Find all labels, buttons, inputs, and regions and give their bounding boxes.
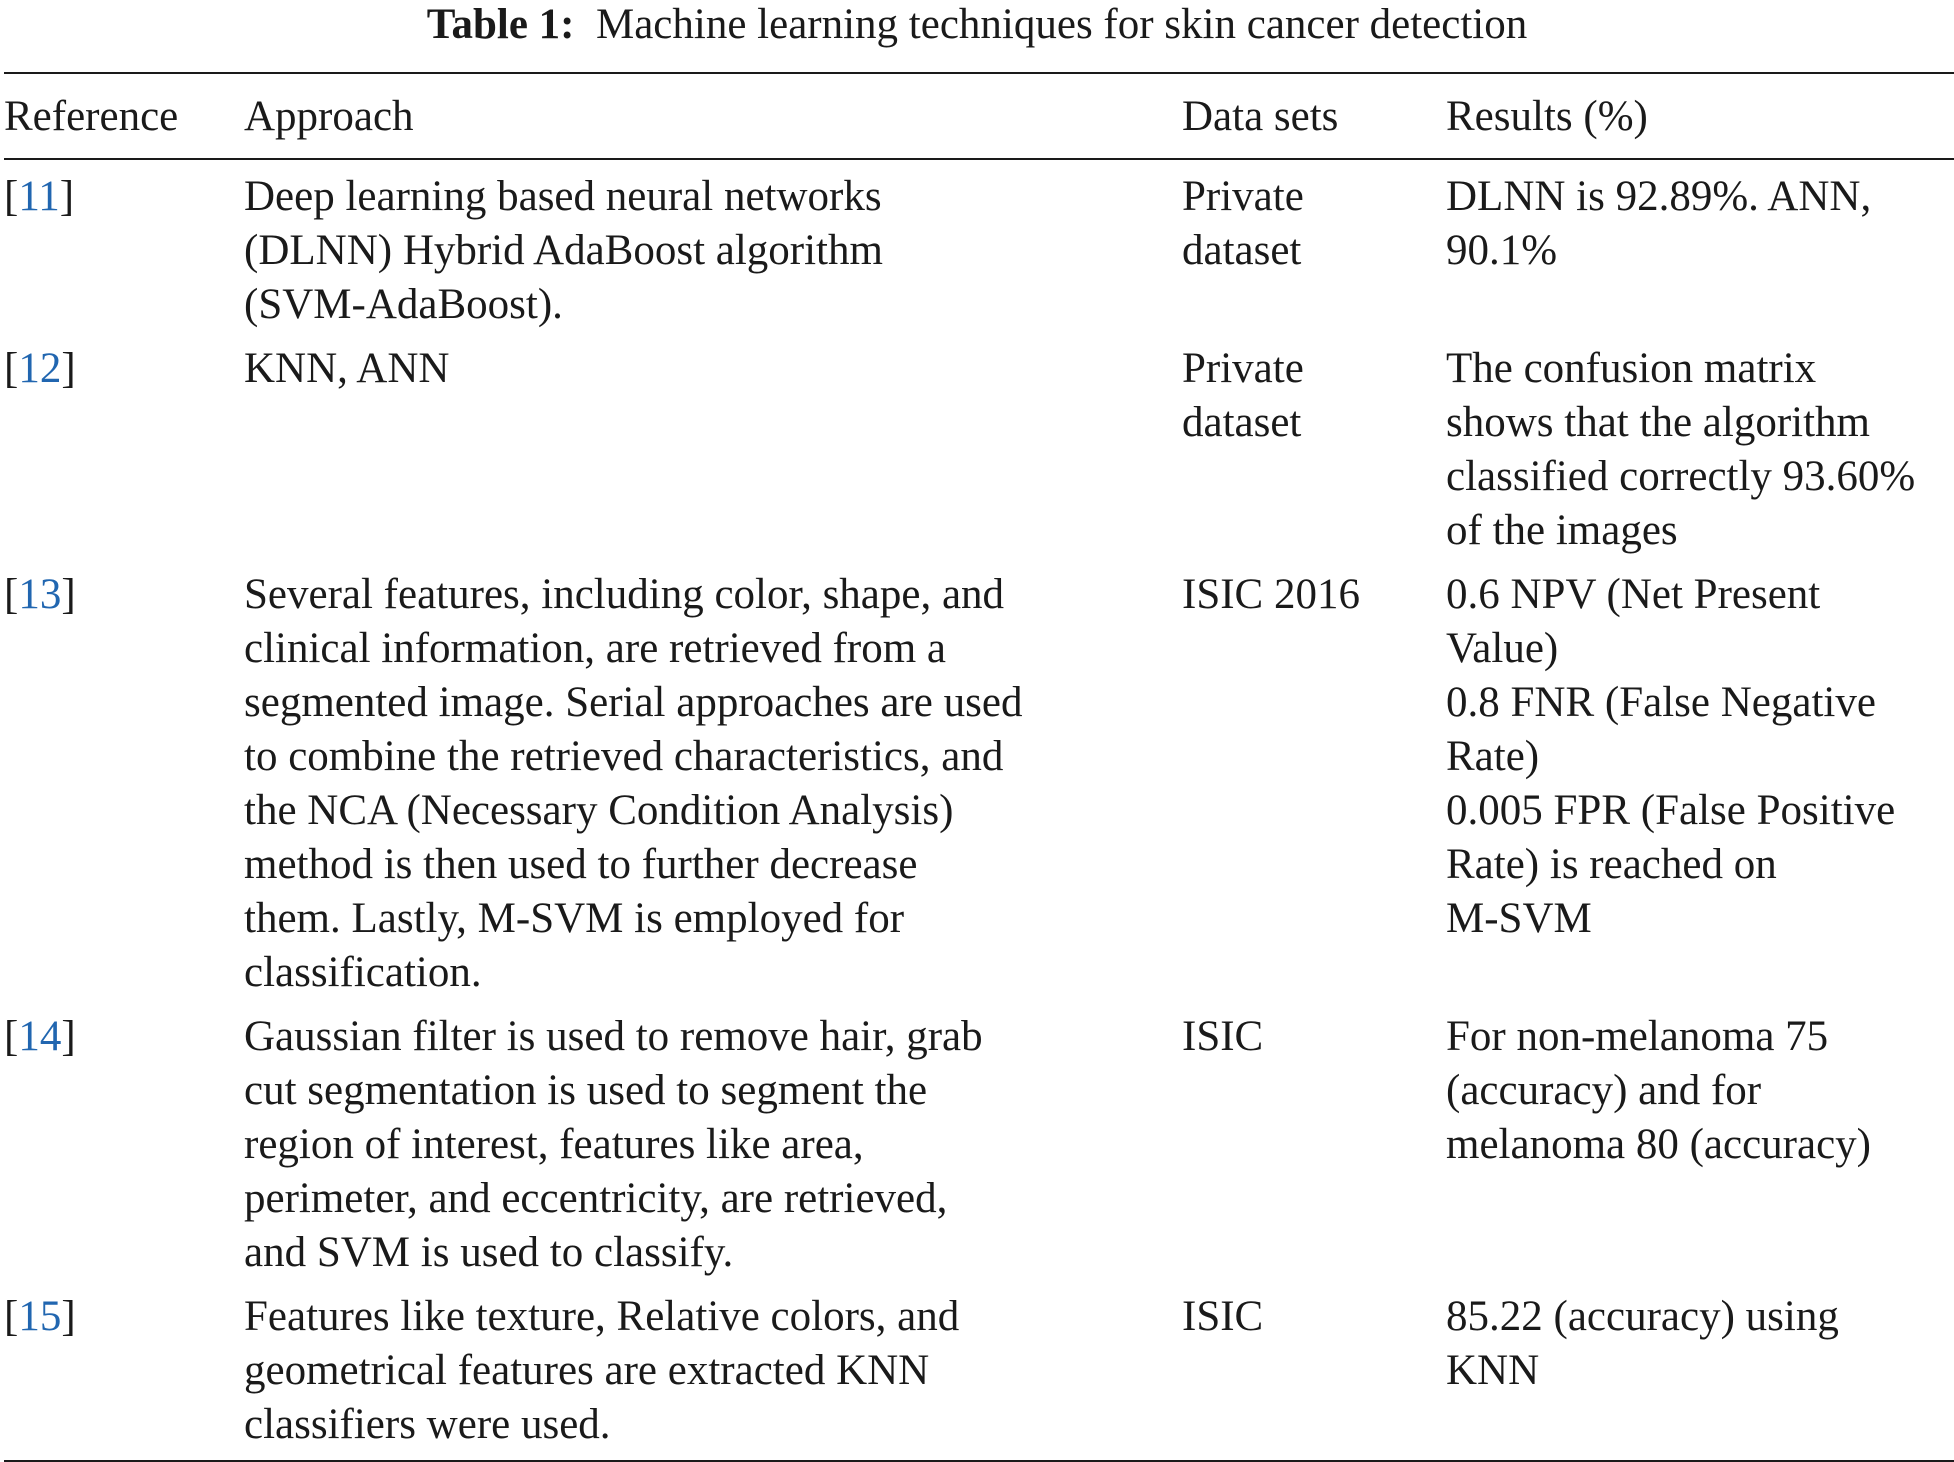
- cell-results-line: shows that the algorithm: [1446, 399, 1870, 446]
- cell-results: [1446, 159, 1954, 336]
- table-header: [4, 73, 1954, 159]
- cell-results-line: For non-melanoma 75: [1446, 1013, 1829, 1060]
- cell-approach-line: clinical information, are retrieved from a: [244, 625, 947, 672]
- cell-data-sets-line: Private: [1182, 345, 1304, 392]
- header-data-sets: Data sets: [1182, 93, 1339, 140]
- cell-reference: [12]: [4, 345, 76, 392]
- cell-approach-line: the NCA (Necessary Condition Analysis): [244, 787, 954, 834]
- cell-results-line: 0.8 FNR (False Negative: [1446, 679, 1876, 726]
- table-row: [4, 562, 1954, 1004]
- cell-approach-line: perimeter, and eccentricity, are retrieved,: [244, 1175, 948, 1222]
- table-row: [4, 1284, 1954, 1461]
- reference-link[interactable]: 11: [18, 173, 60, 220]
- reference-link[interactable]: 12: [18, 345, 62, 392]
- cell-results-line: DLNN is 92.89%. ANN,: [1446, 173, 1872, 220]
- cell-data-sets-line: Private: [1182, 173, 1304, 220]
- cell-approach-line: and SVM is used to classify.: [244, 1229, 734, 1276]
- cell-approach-line: region of interest, features like area,: [244, 1121, 864, 1168]
- cell-approach-line: Features like texture, Relative colors, and: [244, 1293, 960, 1340]
- cell-results-line: 90.1%: [1446, 227, 1558, 274]
- cell-results-line: KNN: [1446, 1347, 1540, 1394]
- cell-approach-line: cut segmentation is used to segment the: [244, 1067, 928, 1114]
- cell-results-line: Value): [1446, 625, 1559, 672]
- cell-data-sets-line: dataset: [1182, 227, 1302, 274]
- table-row: [4, 159, 1954, 336]
- reference-link[interactable]: 15: [18, 1293, 62, 1340]
- header-row: [4, 73, 1954, 159]
- cell-results: [1446, 336, 1954, 562]
- cell-approach: [244, 1004, 1182, 1284]
- cell-approach-line: geometrical features are extracted KNN: [244, 1347, 930, 1394]
- cell-reference: [14]: [4, 1013, 76, 1060]
- cell-approach-line: Deep learning based neural networks: [244, 173, 882, 220]
- cell-results-line: The confusion matrix: [1446, 345, 1817, 392]
- reference-link[interactable]: 14: [18, 1013, 62, 1060]
- cell-approach-line: segmented image. Serial approaches are used: [244, 679, 1023, 726]
- table-caption: [0, 0, 1954, 50]
- cell-data-sets-line: dataset: [1182, 399, 1302, 446]
- cell-results: [1446, 1004, 1954, 1284]
- cell-approach-line: (SVM-AdaBoost).: [244, 281, 563, 328]
- cell-approach-line: Several features, including color, shape, and: [244, 571, 1005, 618]
- cell-approach-line: KNN, ANN: [244, 345, 450, 392]
- cell-data-sets-line: ISIC: [1182, 1293, 1264, 1340]
- cell-approach: [244, 159, 1182, 336]
- table-row: [4, 1004, 1954, 1284]
- cell-results-line: 85.22 (accuracy) using: [1446, 1293, 1839, 1340]
- cell-approach: [244, 562, 1182, 1004]
- cell-data-sets: [1182, 336, 1446, 562]
- cell-approach-line: classification.: [244, 949, 482, 996]
- cell-approach-line: to combine the retrieved characteristics, and: [244, 733, 1004, 780]
- cell-results: [1446, 562, 1954, 1004]
- header-approach: Approach: [244, 93, 414, 140]
- table-body: [4, 159, 1954, 1461]
- cell-data-sets: [1182, 562, 1446, 1004]
- cell-results-line: Rate): [1446, 733, 1540, 780]
- techniques-table: [4, 72, 1954, 1462]
- header-results: Results (%): [1446, 93, 1648, 140]
- reference-link[interactable]: 13: [18, 571, 62, 618]
- cell-data-sets: [1182, 159, 1446, 336]
- cell-results: [1446, 1284, 1954, 1461]
- cell-results-line: M-SVM: [1446, 895, 1592, 942]
- cell-approach-line: them. Lastly, M-SVM is employed for: [244, 895, 905, 942]
- cell-results-line: Rate) is reached on: [1446, 841, 1777, 888]
- cell-approach: [244, 336, 1182, 562]
- cell-results-line: (accuracy) and for: [1446, 1067, 1762, 1114]
- cell-results-line: 0.6 NPV (Net Present: [1446, 571, 1821, 618]
- header-reference: Reference: [4, 93, 179, 140]
- cell-reference: [11]: [4, 173, 75, 220]
- cell-results-line: 0.005 FPR (False Positive: [1446, 787, 1896, 834]
- cell-data-sets-line: ISIC: [1182, 1013, 1264, 1060]
- cell-approach-line: Gaussian filter is used to remove hair, grab: [244, 1013, 983, 1060]
- table-caption-title: Machine learning techniques for skin cancer detection: [595, 1, 1528, 48]
- table-caption-label: Table 1:: [426, 1, 575, 48]
- cell-approach: [244, 1284, 1182, 1461]
- table-row: [4, 336, 1954, 562]
- cell-reference: [15]: [4, 1293, 76, 1340]
- cell-data-sets: [1182, 1004, 1446, 1284]
- cell-results-line: of the images: [1446, 507, 1678, 554]
- cell-approach-line: method is then used to further decrease: [244, 841, 918, 888]
- cell-results-line: classified correctly 93.60%: [1446, 453, 1916, 500]
- cell-approach-line: (DLNN) Hybrid AdaBoost algorithm: [244, 227, 883, 274]
- cell-approach-line: classifiers were used.: [244, 1401, 611, 1448]
- cell-reference: [13]: [4, 571, 76, 618]
- cell-data-sets-line: ISIC 2016: [1182, 571, 1360, 618]
- cell-data-sets: [1182, 1284, 1446, 1461]
- cell-results-line: melanoma 80 (accuracy): [1446, 1121, 1871, 1168]
